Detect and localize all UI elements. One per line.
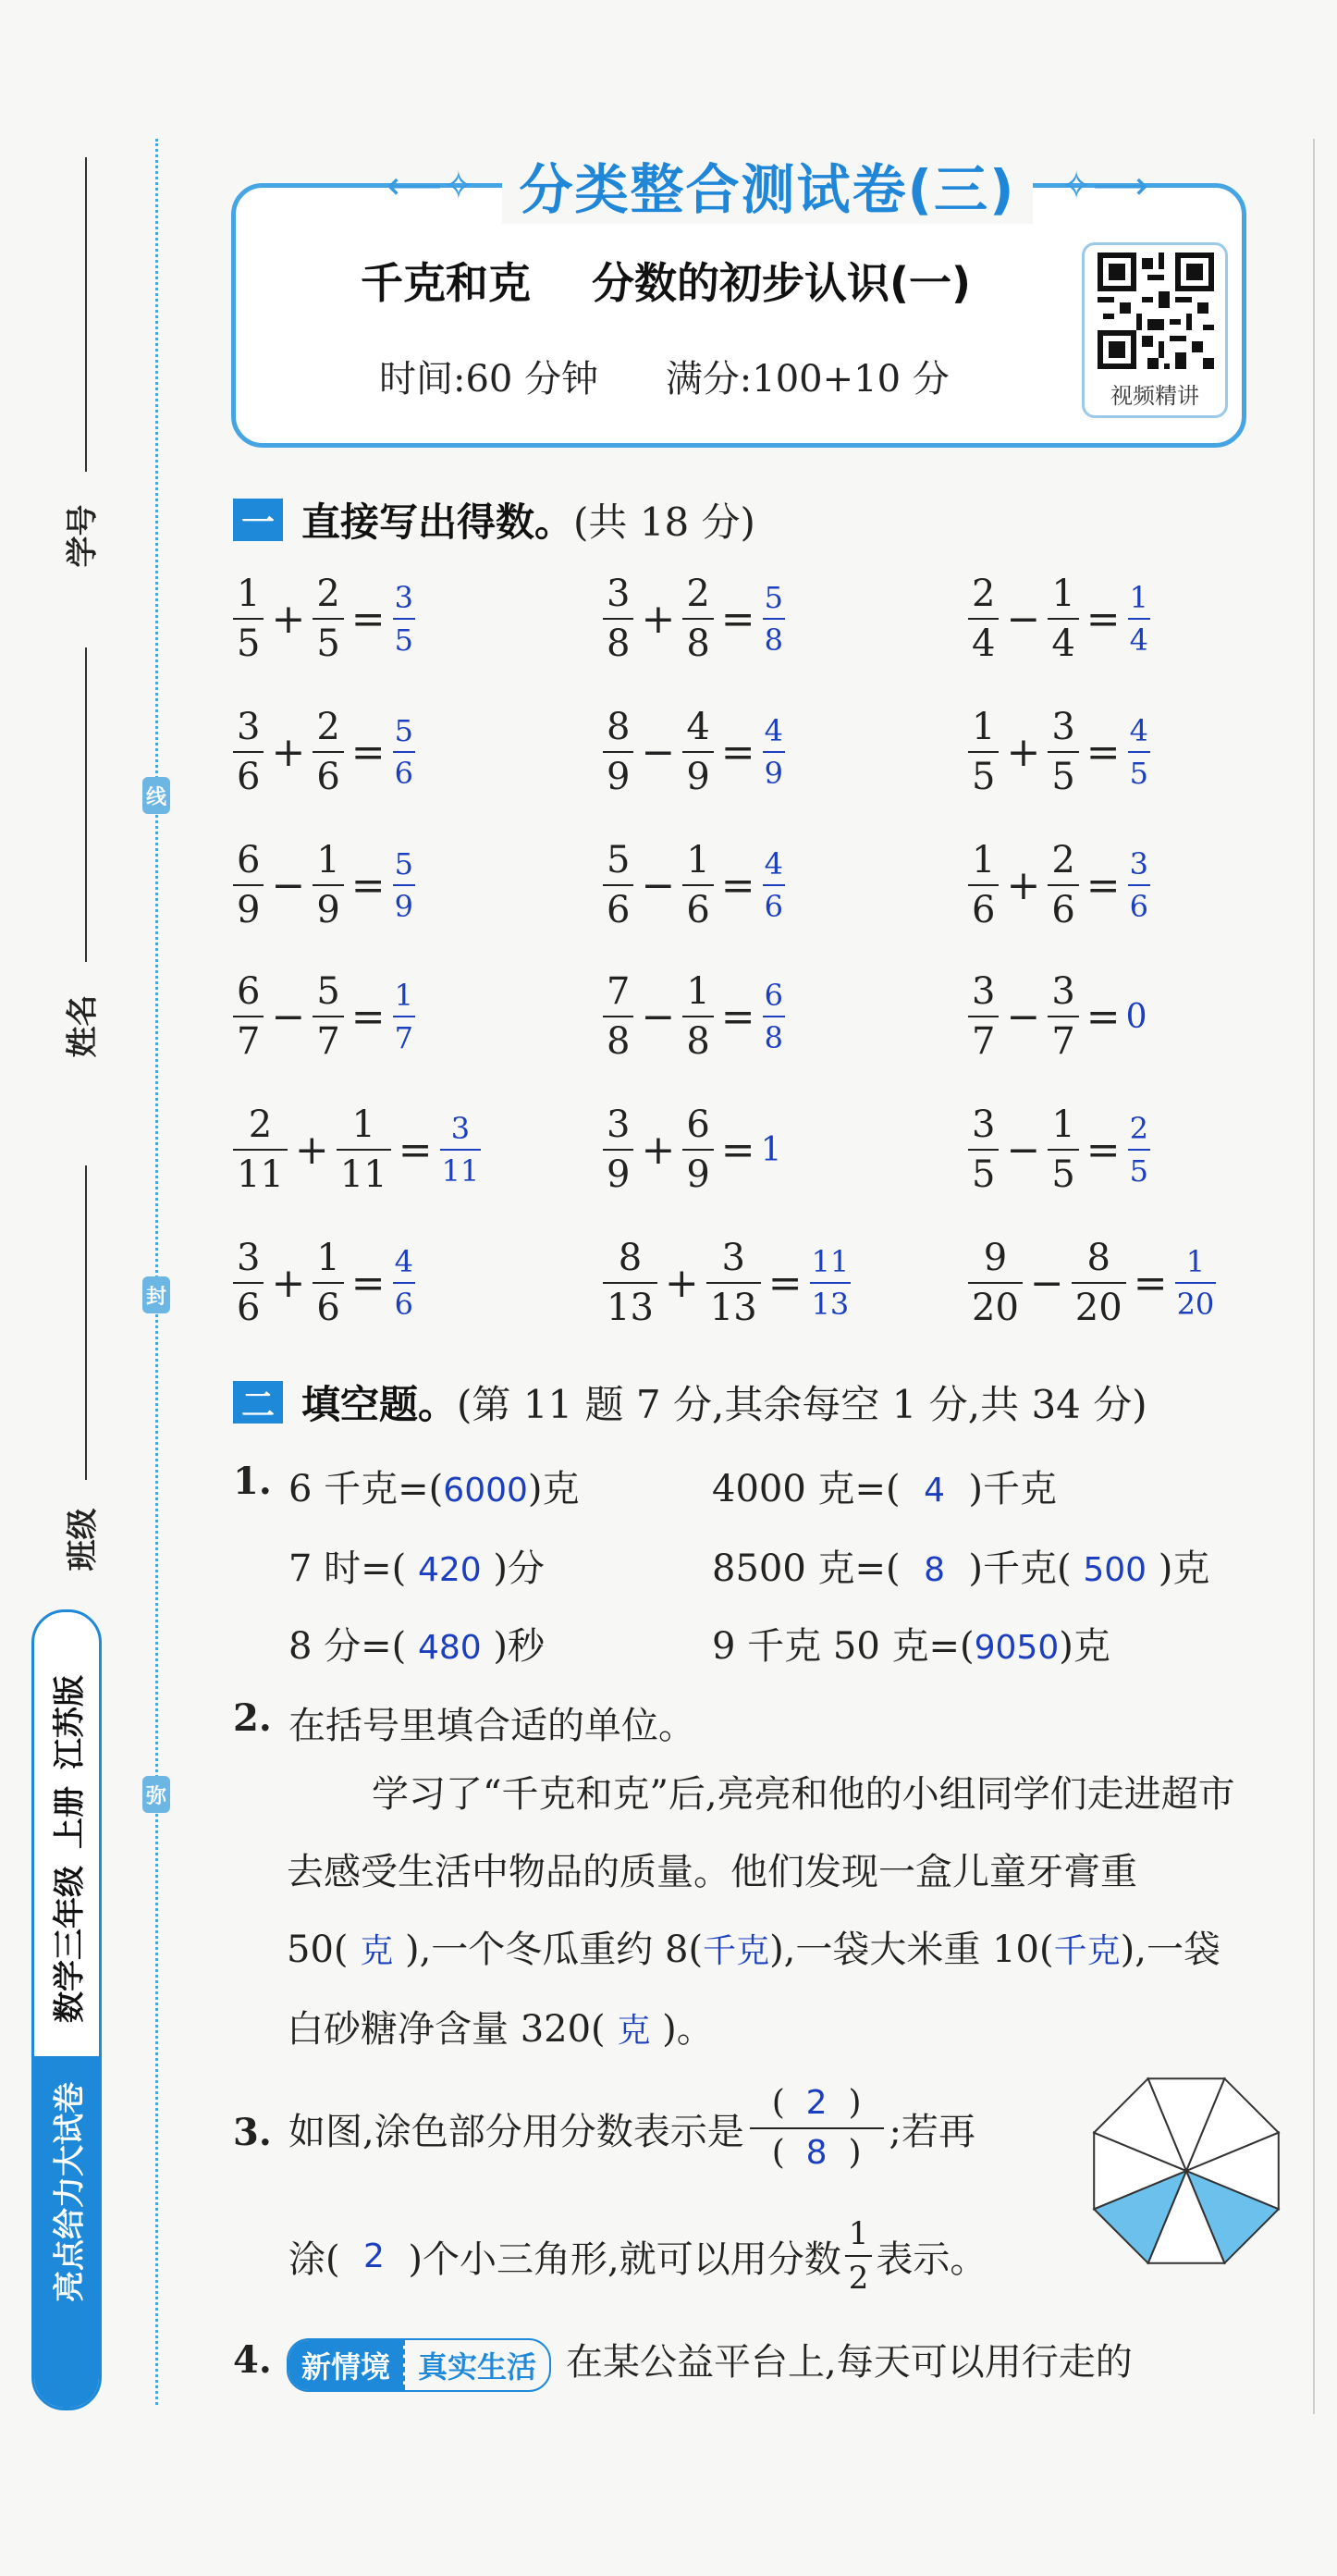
class-line bbox=[85, 1165, 87, 1480]
title-row bbox=[305, 148, 1230, 222]
fraction: $\frac{5}{9}$ bbox=[394, 846, 414, 924]
fraction: $\frac{1}{6}$ bbox=[968, 842, 999, 929]
class-label: 班级 bbox=[64, 1508, 102, 1571]
fraction: $\frac{4}{5}$ bbox=[1129, 713, 1149, 791]
answer[interactable] bbox=[391, 846, 417, 924]
fraction: $\frac{1}{20}$ bbox=[1176, 1244, 1215, 1322]
fraction: $\frac{3}{5}$ bbox=[1048, 709, 1078, 795]
fraction: $\frac{4}{9}$ bbox=[764, 713, 784, 791]
answer[interactable] bbox=[391, 980, 417, 1053]
fraction: $\frac{3}{6}$ bbox=[1129, 846, 1149, 924]
problem-13: $\frac{2}{11}$ + $\frac{1}{11}$ = $\frac{3}{11}$ bbox=[231, 1106, 483, 1193]
subtitle-topic-a: 千克和克 bbox=[361, 258, 531, 308]
answer-blank[interactable]: 8 bbox=[924, 1551, 945, 1589]
problem-1: $\frac{1}{5}$ + $\frac{2}{5}$ = $\frac{3}{5}$ bbox=[231, 575, 417, 662]
problem-11: $\frac{7}{8}$ − $\frac{1}{8}$ = $\frac{6}{8}$ bbox=[601, 973, 787, 1060]
fraction: $\frac{2}{6}$ bbox=[1048, 842, 1078, 929]
problem-4: $\frac{3}{6}$ + $\frac{2}{6}$ = $\frac{5}{6}$ bbox=[231, 709, 417, 795]
q2-paragraph: 学习了“千克和克”后,亮亮和他的小组同学们走进超市去感受生活中物品的质量。他们发现一盒儿童牙膏重 50( 克 ),一个冬瓜重约 8(千克),一袋大米重 10(千克),一袋白砂糖净含量 320( 克 )。 bbox=[287, 1773, 1235, 2051]
answer[interactable] bbox=[1173, 1244, 1219, 1322]
answer[interactable]: 0 bbox=[1125, 997, 1147, 1036]
answer[interactable] bbox=[391, 713, 417, 791]
q3-number: 3. bbox=[233, 2111, 272, 2154]
fraction: $\frac{11}{13}$ bbox=[811, 1244, 850, 1322]
section-2-heading bbox=[233, 1374, 1147, 1430]
section-1-heading bbox=[233, 492, 755, 548]
problem-5: $\frac{8}{9}$ − $\frac{4}{9}$ = $\frac{4}{9}$ bbox=[601, 709, 787, 795]
answer-blank[interactable]: 480 bbox=[418, 1629, 482, 1667]
section-1-note: (共 18 分) bbox=[573, 499, 755, 545]
problem-15: $\frac{3}{5}$ − $\frac{1}{5}$ = $\frac{2}{5}$ bbox=[966, 1106, 1152, 1193]
section-2-note: (第 11 题 7 分,其余每空 1 分,共 34 分) bbox=[457, 1382, 1147, 1427]
answer[interactable] bbox=[761, 980, 787, 1053]
page-subtitle bbox=[361, 250, 971, 311]
problem-12: $\frac{3}{7}$ − $\frac{3}{7}$ = 0 bbox=[966, 973, 1147, 1060]
octagon-figure bbox=[1084, 2068, 1289, 2274]
q1-row3-left: 8 分=( 480 )秒 bbox=[288, 1625, 546, 1668]
fraction: $\frac{1}{7}$ bbox=[394, 978, 414, 1055]
right-ornament-icon: ✧⟶ bbox=[1060, 162, 1148, 208]
fraction: $\frac{1}{6}$ bbox=[313, 1239, 343, 1326]
q2-number: 2. bbox=[233, 1696, 272, 1740]
left-ornament-icon: ⟵✧ bbox=[386, 162, 475, 208]
answer-blank[interactable]: 千克 bbox=[703, 1932, 770, 1970]
answer[interactable] bbox=[438, 1111, 484, 1189]
page-title: 分类整合测试卷(三) bbox=[502, 146, 1032, 224]
answer[interactable]: 1 bbox=[760, 1130, 782, 1169]
section-2-number: 二 bbox=[233, 1381, 283, 1424]
fraction: $\frac{2}{5}$ bbox=[313, 575, 343, 662]
name-line bbox=[85, 647, 87, 962]
answer-blank[interactable]: 4 bbox=[924, 1472, 945, 1510]
fraction: $\frac{4}{6}$ bbox=[764, 846, 784, 924]
new-context-tag: 新情境 真实生活 bbox=[287, 2338, 551, 2392]
section-2-name: 填空题。 bbox=[301, 1382, 458, 1427]
problem-14: $\frac{3}{9}$ + $\frac{6}{9}$ = 1 bbox=[601, 1106, 782, 1193]
problem-18: $\frac{9}{20}$ − $\frac{8}{20}$ = $\frac{1}{20}$ bbox=[966, 1239, 1218, 1326]
q3-line-2: 涂( 2 )个小三角形,就可以用分数 $\frac{1}{2}$ 表示。 bbox=[288, 2215, 987, 2297]
problem-7: $\frac{6}{9}$ − $\frac{1}{9}$ = $\frac{5}{9}$ bbox=[231, 842, 417, 929]
fraction: $\frac{3}{7}$ bbox=[1048, 973, 1078, 1060]
qr-code-box[interactable] bbox=[1082, 242, 1228, 418]
q1-row1-right: 4000 克=( 4 )千克 bbox=[712, 1468, 1058, 1510]
brand-series: 亮点给力大试卷 bbox=[51, 2082, 89, 2302]
fraction: $\frac{8}{9}$ bbox=[603, 709, 633, 795]
answer-blank[interactable]: 6000 bbox=[443, 1472, 528, 1510]
fraction: $\frac{2}{5}$ bbox=[1129, 1111, 1149, 1189]
fraction: $\frac{1}{4}$ bbox=[1048, 575, 1078, 662]
brand-grade: 数学三年级 bbox=[51, 1866, 89, 2023]
problem-6: $\frac{1}{5}$ + $\frac{3}{5}$ = $\frac{4}{5}$ bbox=[966, 709, 1152, 795]
fraction: $\frac{3}{9}$ bbox=[603, 1106, 633, 1193]
subtitle-topic-b: 分数的初步认识(一) bbox=[592, 258, 972, 308]
answer-blank[interactable]: 克 bbox=[360, 1932, 394, 1970]
answer[interactable] bbox=[1126, 846, 1152, 924]
fraction: $\frac{3}{6}$ bbox=[233, 709, 264, 795]
fraction: $\frac{1}{9}$ bbox=[313, 842, 343, 929]
answer[interactable] bbox=[391, 580, 417, 658]
name-label: 姓名 bbox=[64, 994, 102, 1058]
q1-row2-left: 7 时=( 420 )分 bbox=[288, 1547, 546, 1590]
answer[interactable] bbox=[761, 846, 787, 924]
seal-mark-xian: 线 bbox=[142, 777, 170, 814]
fraction: $\frac{1}{5}$ bbox=[1048, 1106, 1078, 1193]
fraction: $\frac{3}{5}$ bbox=[394, 580, 414, 658]
answer[interactable] bbox=[761, 713, 787, 791]
fraction: $\frac{9}{20}$ bbox=[968, 1239, 1023, 1326]
seal-mark-feng: 封 bbox=[142, 1276, 170, 1313]
seal-mark-mi: 弥 bbox=[142, 1776, 170, 1813]
problem-8: $\frac{5}{6}$ − $\frac{1}{6}$ = $\frac{4}{6}$ bbox=[601, 842, 787, 929]
answer-blank[interactable]: 千克 bbox=[1053, 1932, 1121, 1970]
q1-number: 1. bbox=[233, 1460, 272, 1503]
fraction: $\frac{1}{5}$ bbox=[968, 709, 999, 795]
answer[interactable] bbox=[1126, 580, 1152, 658]
fraction: $\frac{3}{5}$ bbox=[968, 1106, 999, 1193]
half-fraction: $\frac{1}{2}$ bbox=[845, 2218, 873, 2294]
fraction: $\frac{5}{7}$ bbox=[313, 973, 343, 1060]
problem-2: $\frac{3}{8}$ + $\frac{2}{8}$ = $\frac{5}{8}$ bbox=[601, 575, 787, 662]
fraction: $\frac{1}{8}$ bbox=[682, 973, 713, 1060]
problem-10: $\frac{6}{7}$ − $\frac{5}{7}$ = $\frac{1}{7}$ bbox=[231, 973, 417, 1060]
answer-blank[interactable]: 500 bbox=[1083, 1551, 1147, 1589]
answer-blank[interactable]: 420 bbox=[418, 1551, 482, 1589]
page-right-rule bbox=[1313, 139, 1315, 2414]
q1-row3-right: 9 千克 50 克=(9050)克 bbox=[712, 1625, 1110, 1668]
section-1-number: 一 bbox=[233, 499, 283, 541]
fraction: $\frac{2}{8}$ bbox=[682, 575, 713, 662]
fraction: $\frac{8}{13}$ bbox=[603, 1239, 657, 1326]
answer[interactable] bbox=[761, 580, 787, 658]
qr-code-icon bbox=[1098, 253, 1214, 369]
answer[interactable] bbox=[391, 1244, 417, 1322]
q3-answer-fraction: $\frac{( 2 )}{( 8 )}$ bbox=[750, 2087, 884, 2170]
book-brand-badge bbox=[31, 1609, 102, 2410]
fraction: $\frac{4}{6}$ bbox=[394, 1244, 414, 1322]
answer[interactable] bbox=[1126, 713, 1152, 791]
fraction: $\frac{6}{9}$ bbox=[682, 1106, 713, 1193]
q4-line: 新情境 真实生活 在某公益平台上,每天可以用行走的 bbox=[287, 2333, 1133, 2392]
fraction: $\frac{6}{9}$ bbox=[233, 842, 264, 929]
answer[interactable] bbox=[808, 1244, 853, 1322]
fraction: $\frac{1}{5}$ bbox=[233, 575, 264, 662]
answer[interactable] bbox=[1126, 1111, 1152, 1189]
student-no-line bbox=[85, 157, 87, 472]
fraction: $\frac{2}{11}$ bbox=[233, 1106, 288, 1193]
fraction: $\frac{5}{6}$ bbox=[603, 842, 633, 929]
fraction: $\frac{1}{6}$ bbox=[682, 842, 713, 929]
q3-line-1: 如图,涂色部分用分数表示是 $\frac{( 2 )}{( 8 )}$ ;若再 bbox=[288, 2084, 975, 2172]
binding-strip bbox=[0, 0, 166, 2576]
fraction: $\frac{3}{13}$ bbox=[706, 1239, 761, 1326]
fraction: $\frac{2}{4}$ bbox=[968, 575, 999, 662]
answer-blank[interactable]: 2 bbox=[363, 2237, 385, 2275]
problem-3: $\frac{2}{4}$ − $\frac{1}{4}$ = $\frac{1}{4}$ bbox=[966, 575, 1152, 662]
brand-volume: 上册 bbox=[51, 1786, 89, 1849]
fraction: $\frac{5}{8}$ bbox=[764, 580, 784, 658]
section-1-name: 直接写出得数。 bbox=[301, 499, 574, 545]
exam-meta bbox=[379, 350, 950, 402]
fraction: $\frac{6}{8}$ bbox=[764, 978, 784, 1055]
fraction: $\frac{3}{11}$ bbox=[441, 1111, 480, 1189]
fraction: $\frac{1}{11}$ bbox=[337, 1106, 391, 1193]
q4-number: 4. bbox=[233, 2338, 272, 2382]
fraction: $\frac{2}{6}$ bbox=[313, 709, 343, 795]
fraction: $\frac{8}{20}$ bbox=[1072, 1239, 1126, 1326]
fraction: $\frac{3}{6}$ bbox=[233, 1239, 264, 1326]
exam-score: 满分:100+10 分 bbox=[665, 358, 950, 401]
cut-line bbox=[155, 139, 158, 2405]
q2-lead: 在括号里填合适的单位。 bbox=[288, 1705, 695, 1747]
problem-17: $\frac{8}{13}$ + $\frac{3}{13}$ = $\frac{11}{13}$ bbox=[601, 1239, 852, 1326]
exam-time: 时间:60 分钟 bbox=[379, 358, 599, 401]
q1-row1-left: 6 千克=(6000)克 bbox=[288, 1468, 580, 1510]
qr-caption: 视频精讲 bbox=[1110, 383, 1199, 409]
fraction: $\frac{7}{8}$ bbox=[603, 973, 633, 1060]
problem-16: $\frac{3}{6}$ + $\frac{1}{6}$ = $\frac{4}{6}$ bbox=[231, 1239, 417, 1326]
answer-blank[interactable]: 克 bbox=[617, 2012, 651, 2050]
fraction: $\frac{5}{6}$ bbox=[394, 713, 414, 791]
problem-9: $\frac{1}{6}$ + $\frac{2}{6}$ = $\frac{3}{6}$ bbox=[966, 842, 1152, 929]
fraction: $\frac{6}{7}$ bbox=[233, 973, 264, 1060]
fraction: $\frac{1}{4}$ bbox=[1129, 580, 1149, 658]
fraction: $\frac{4}{9}$ bbox=[682, 709, 713, 795]
fraction: $\frac{3}{7}$ bbox=[968, 973, 999, 1060]
answer-blank[interactable]: 9050 bbox=[974, 1629, 1060, 1667]
brand-edition: 江苏版 bbox=[51, 1675, 89, 1769]
fraction: $\frac{3}{8}$ bbox=[603, 575, 633, 662]
q1-row2-right: 8500 克=( 8 )千克( 500 )克 bbox=[712, 1547, 1210, 1590]
student-no-label: 学号 bbox=[64, 504, 102, 568]
